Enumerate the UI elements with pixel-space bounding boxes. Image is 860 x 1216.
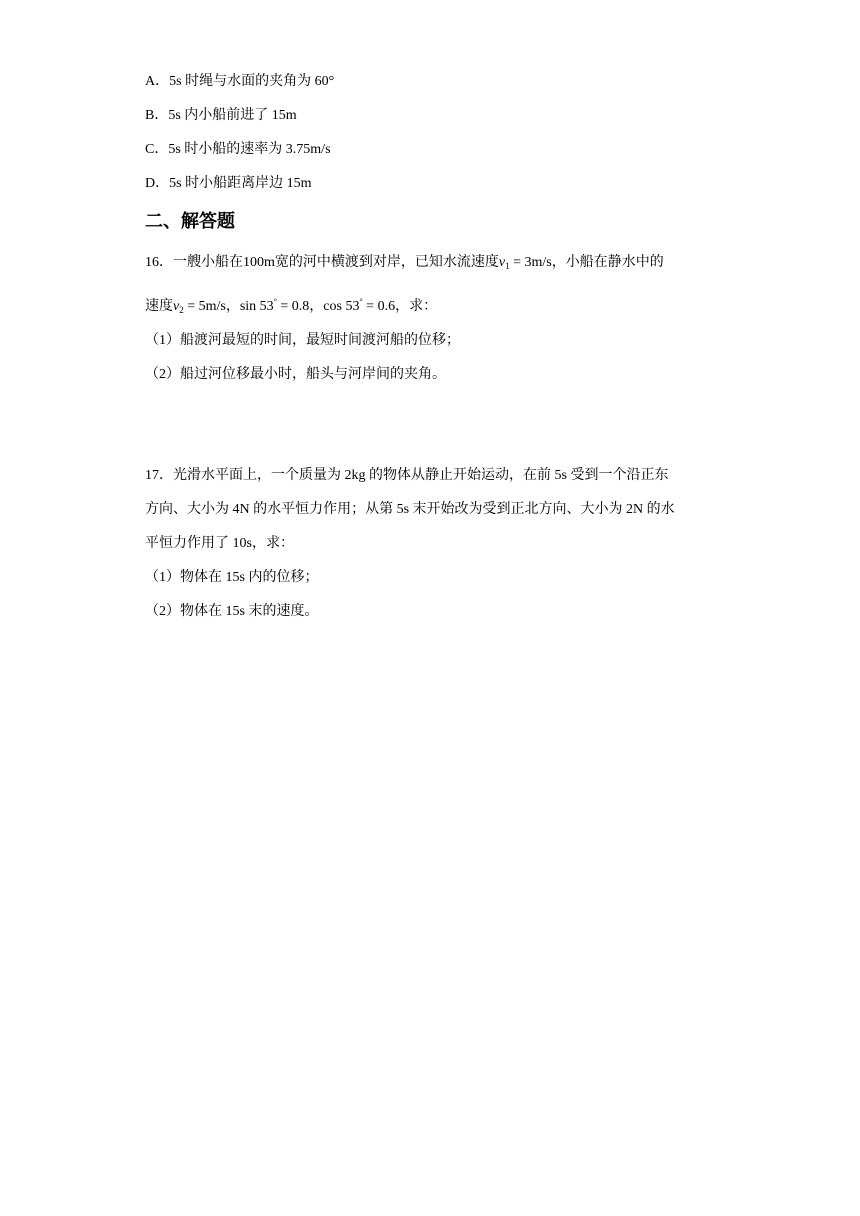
q16-sep-2: ， (309, 299, 324, 314)
q16-text-speed: 速度 (145, 299, 173, 314)
q17-line-3: 平恒力作用了 10s，求： (145, 536, 294, 551)
section-title: 二、解答题 (145, 211, 235, 232)
option-b-letter: B． (145, 108, 169, 123)
q16-number: 16． (145, 255, 173, 270)
q16-sin-formula (240, 299, 309, 314)
q16-text-b: 宽的河中横渡到对岸，已知水流速度 (274, 255, 499, 270)
q16-cos-deg: ° (359, 297, 363, 306)
q17-line-2: 方向、大小为 4N 的水平恒力作用；从第 5s 末开始改为受到正北方向、大小为 2N 的水 (145, 502, 675, 517)
q16-v2-sub: 2 (179, 305, 184, 315)
option-c-letter: C． (145, 142, 169, 157)
option-d (145, 174, 311, 194)
q16-line-2 (145, 292, 437, 320)
q16-line-2-end: ，求： (395, 299, 438, 314)
option-b (145, 106, 297, 126)
q16-v1-symbol: v (498, 255, 506, 270)
q17-sub-2: （2）物体在 15s 末的速度。 (145, 604, 319, 619)
q16-v2-symbol: v (173, 299, 180, 314)
q16-width-value: 100m (243, 255, 275, 270)
q16-sep-1: ， (225, 299, 240, 314)
q16-sin-b: = 0.8 (276, 299, 310, 314)
option-d-text: 5s 时小船距离岸边 15m (169, 176, 312, 191)
option-c (145, 140, 331, 160)
option-d-letter: D． (145, 176, 170, 191)
q16-v2-value: = 5m/s (183, 299, 226, 314)
q16-v2-formula (173, 299, 226, 314)
option-a (145, 72, 334, 92)
option-a-text: 5s 时绳与水面的夹角为 60° (169, 74, 335, 89)
q16-sub-1: （1）船渡河最短的时间，最短时间渡河船的位移； (145, 333, 460, 348)
q16-cos-formula (323, 299, 395, 314)
q16-sin-deg: ° (273, 297, 277, 306)
q17-sub-1: （1）物体在 15s 内的位移； (145, 570, 319, 585)
q16-sub-2: （2）船过河位移最小时，船头与河岸间的夹角。 (145, 367, 446, 382)
option-b-text: 5s 内小船前进了 15m (168, 108, 297, 123)
q16-v1-value: = 3m/s (509, 255, 552, 270)
q16-v1-formula (499, 255, 552, 270)
q17-line-1: 17．光滑水平面上，一个质量为 2kg 的物体从静止开始运动，在前 5s 受到一个沿正东 (145, 468, 669, 483)
q16-cos-a: cos 53 (323, 299, 360, 314)
q16-cos-b: = 0.6 (362, 299, 396, 314)
q16-text-a: 一艘小船在 (173, 255, 243, 270)
q16-v1-sub: 1 (505, 261, 510, 271)
option-a-letter: A． (145, 74, 170, 89)
q16-line-1 (145, 253, 664, 276)
option-c-text: 5s 时小船的速率为 3.75m/s (168, 142, 331, 157)
q16-sin-a: sin 53 (239, 299, 274, 314)
q16-text-c: ，小船在静水中的 (551, 255, 664, 270)
